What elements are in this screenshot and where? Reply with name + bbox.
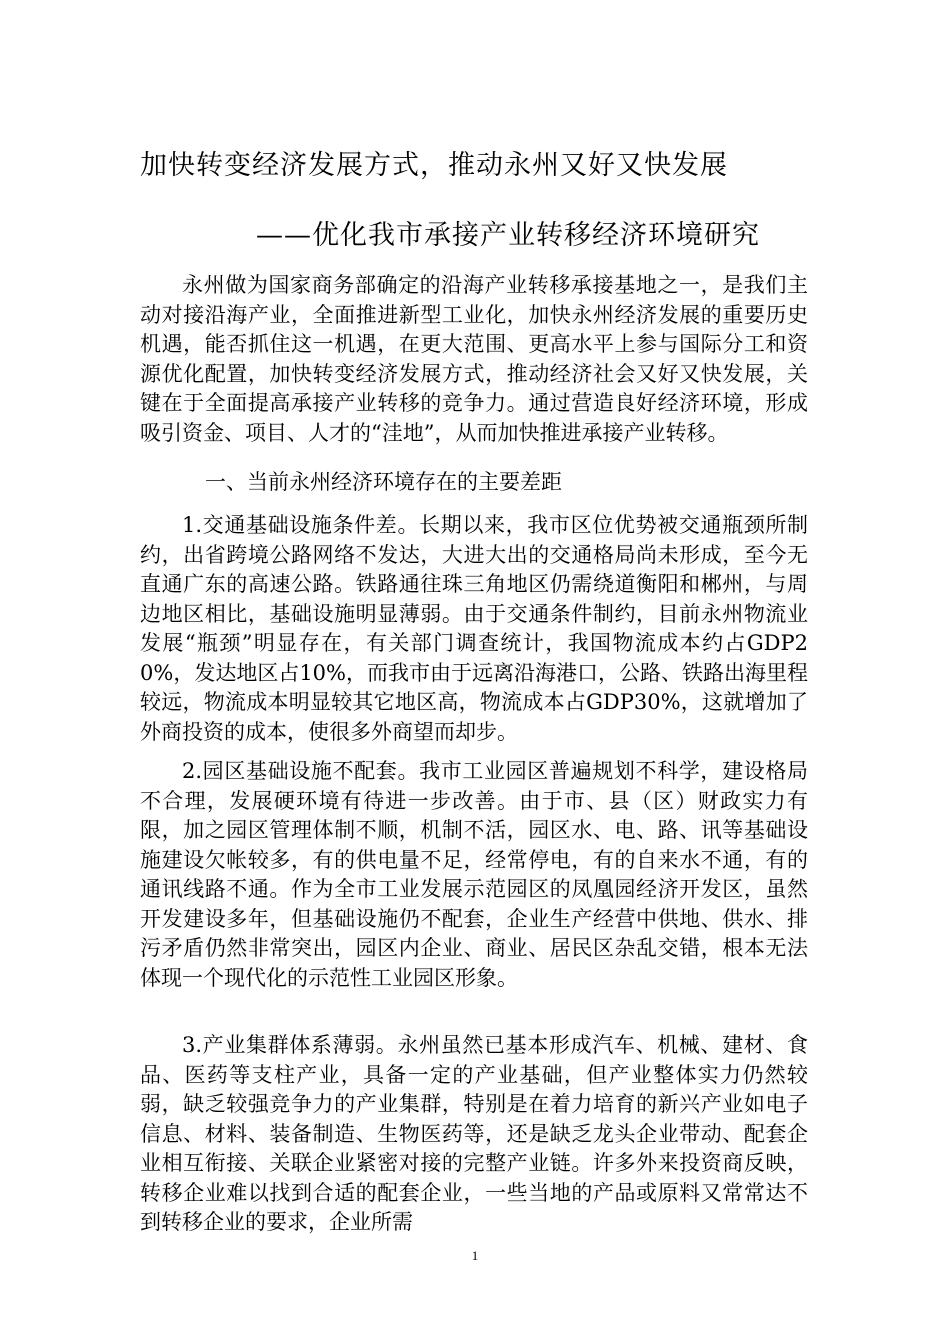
point-1-paragraph: 1.交通基础设施条件差。长期以来，我市区位优势被交通瓶颈所制约，出省跨境公路网络不发达，大进大出的交通格局尚未形成，至今无直通广东的高速公路。铁路通往珠三角地区仍需绕道衡阳和郴州，与周边地区相比，基础设施明显薄弱。由于交通条件制约，目前永州物流业发展“瓶颈”明显存在，有关部门调查统计，我国物流成本约占GDP20%，发达地区占10%，而我市由于远离沿海港口，公路、铁路出海里程较远，物流成本明显较其它地区高，物流成本占GDP30%，这就增加了外商投资的成本，使很多外商望而却步。 (140, 513, 808, 744)
section-heading: 一、当前永州经济环境存在的主要差距 (205, 470, 562, 494)
intro-paragraph: 永州做为国家商务部确定的沿海产业转移承接基地之一，是我们主动对接沿海产业，全面推进新型工业化，加快永州经济发展的重要历史机遇，能否抓住这一机遇，在更大范围、更高水平上参与国际分工和资源优化配置，加快转变经济发展方式，推动经济社会又好又快发展，关键在于全面提高承接产业转移的竞争力。通过营造良好经济环境，形成吸引资金、项目、人才的“洼地”，从而加快推进承接产业转移。 (140, 273, 808, 445)
document-title: 加快转变经济发展方式，推动永州又好又快发展 (140, 150, 728, 181)
point-2-paragraph: 2.园区基础设施不配套。我市工业园区普遍规划不科学，建设格局不合理，发展硬环境有待进一步改善。由于市、县（区）财政实力有限，加之园区管理体制不顺，机制不活，园区水、电、路、讯等基础设施建设欠帐较多，有的供电量不足，经常停电，有的自来水不通，有的通讯线路不通。作为全市工业发展示范园区的凤凰园经济开发区，虽然开发建设多年，但基础设施仍不配套，企业生产经营中供地、供水、排污矛盾仍然非常突出，园区内企业、商业、居民区杂乱交错，根本无法体现一个现代化的示范性工业园区形象。 (140, 759, 808, 990)
document-subtitle: ——优化我市承接产业转移经济环境研究 (256, 220, 760, 251)
page-number: 1 (471, 1248, 479, 1263)
point-3-paragraph: 3.产业集群体系薄弱。永州虽然已基本形成汽车、机械、建材、食品、医药等支柱产业，具备一定的产业基础，但产业整体实力仍然较弱，缺乏较强竞争力的产业集群，特别是在着力培育的新兴产业如电子信息、材料、装备制造、生物医药等，还是缺乏龙头企业带动、配套企业相互衔接、关联企业紧密对接的完整产业链。许多外来投资商反映，转移企业难以找到合适的配套企业，一些当地的产品或原料又常常达不到转移企业的要求，企业所需 (140, 1033, 808, 1234)
